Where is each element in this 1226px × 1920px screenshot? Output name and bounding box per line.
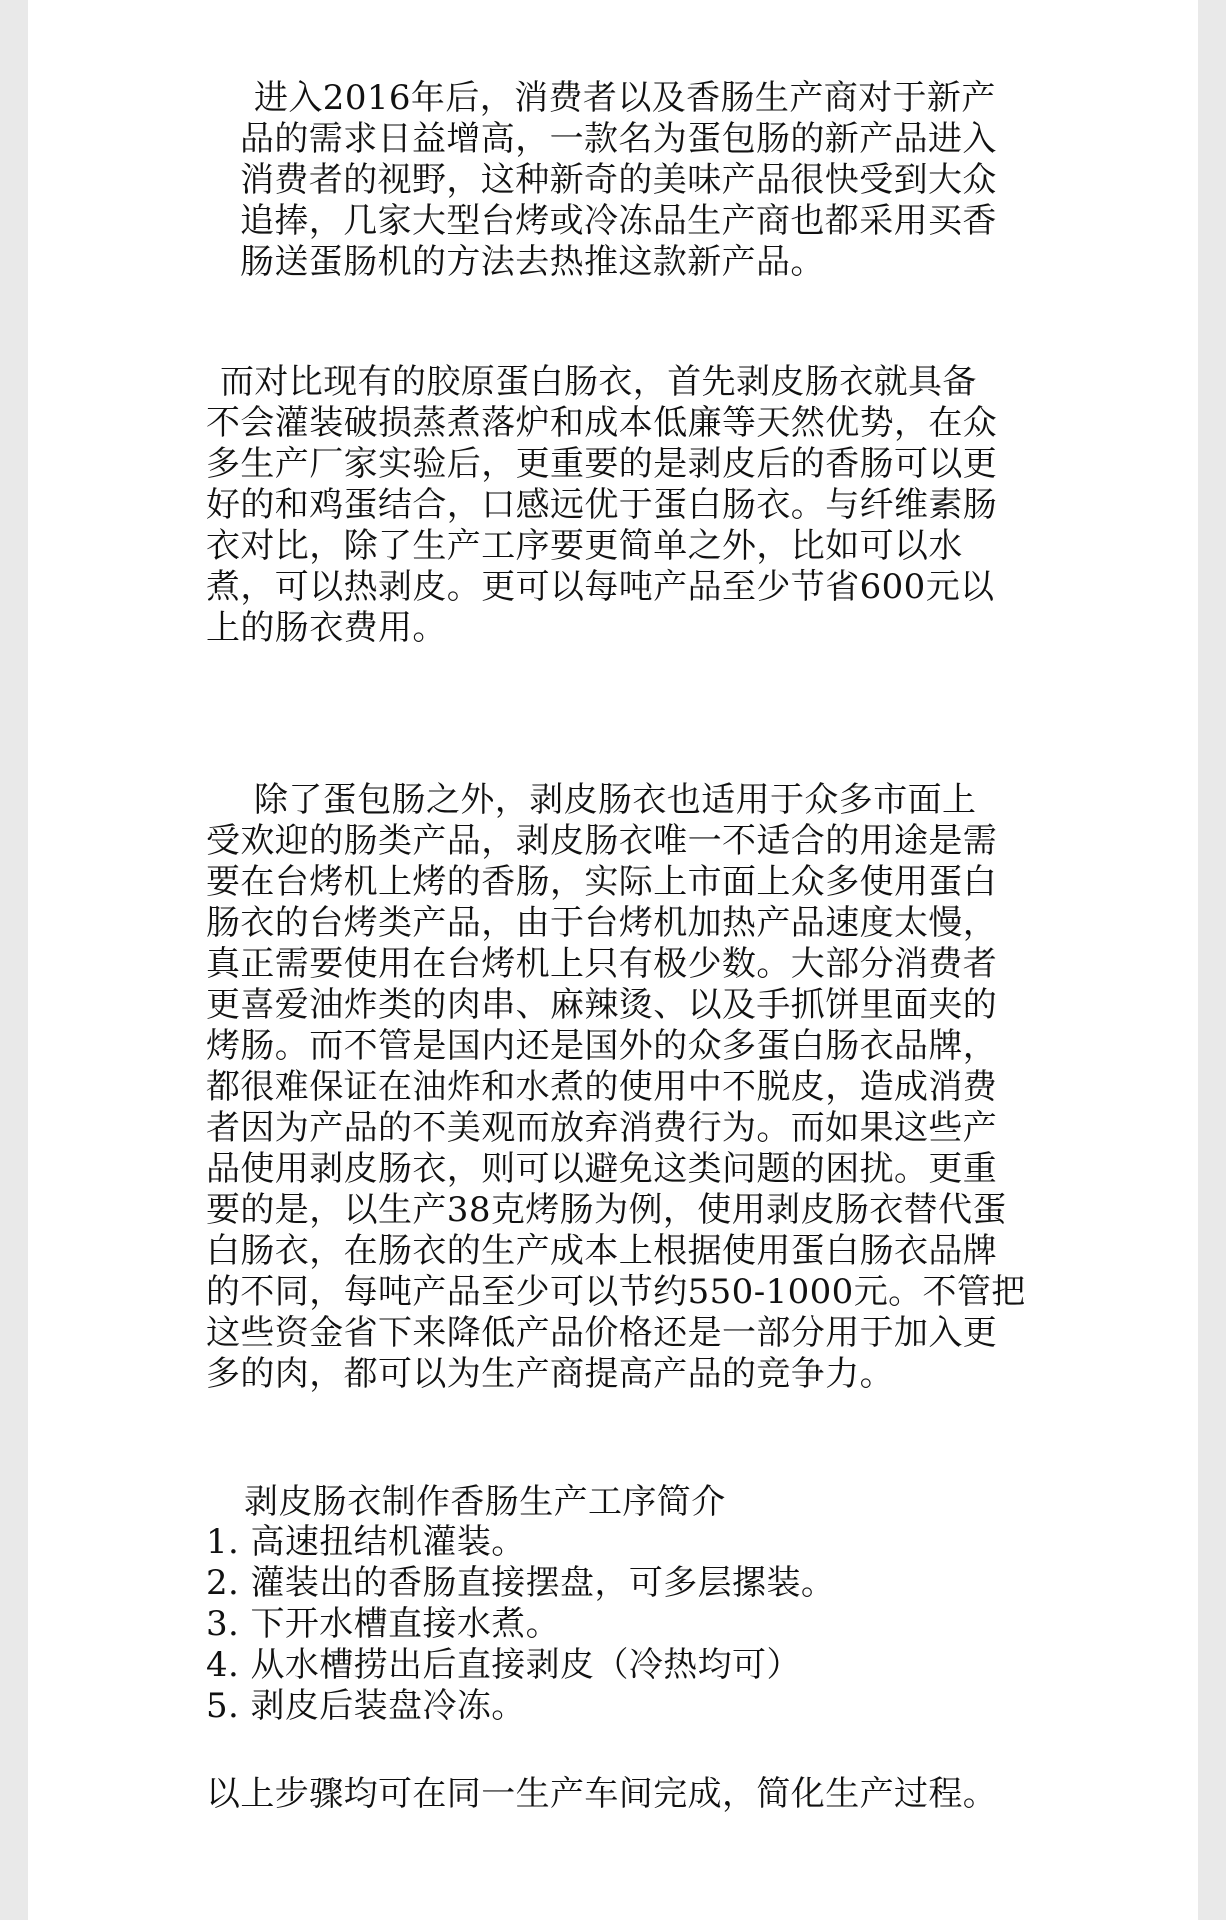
text-line: 要的是，以生产38克烤肠为例，使用剥皮肠衣替代蛋: [206, 1190, 1007, 1230]
step-item: 3. 下开水槽直接水煮。: [206, 1604, 561, 1644]
text-line: 品的需求日益增高，一款名为蛋包肠的新产品进入: [240, 119, 997, 159]
text-line: 受欢迎的肠类产品，剥皮肠衣唯一不适合的用途是需: [206, 821, 998, 861]
text-line: 不会灌装破损蒸煮落炉和成本低廉等天然优势，在众: [206, 403, 998, 443]
text-line: 的不同，每吨产品至少可以节约550-1000元。不管把: [206, 1272, 1026, 1312]
text-line: 者因为产品的不美观而放弃消费行为。而如果这些产: [206, 1108, 998, 1148]
summary-paragraph: 以上步骤均可在同一生产车间完成，简化生产过程。: [206, 1774, 998, 1814]
step-item: 2. 灌装出的香肠直接摆盘，可多层摞装。: [206, 1563, 836, 1603]
text-line: 多生产厂家实验后，更重要的是剥皮后的香肠可以更: [206, 444, 998, 484]
text-line: 进入2016年后，消费者以及香肠生产商对于新产: [254, 78, 996, 118]
production-steps-list: [206, 1522, 1056, 1727]
text-line: 肠送蛋肠机的方法去热推这款新产品。: [240, 242, 825, 282]
text-line: 追捧，几家大型台烤或冷冻品生产商也都采用买香: [240, 201, 997, 241]
text-line: 都很难保证在油炸和水煮的使用中不脱皮，造成消费: [206, 1067, 998, 1107]
text-line: 白肠衣，在肠衣的生产成本上根据使用蛋白肠衣品牌: [206, 1231, 998, 1271]
step-item: 4. 从水槽捞出后直接剥皮（冷热均可）: [206, 1645, 801, 1685]
text-line: 更喜爱油炸类的肉串、麻辣烫、以及手抓饼里面夹的: [206, 985, 998, 1025]
text-line: 要在台烤机上烤的香肠，实际上市面上众多使用蛋白: [206, 862, 998, 902]
paragraph-egg-sausage-intro: [240, 78, 1060, 283]
text-line: 肠衣的台烤类产品，由于台烤机加热产品速度太慢，: [206, 903, 998, 943]
step-item: 1. 高速扭结机灌装。: [206, 1522, 526, 1562]
text-line: 煮，可以热剥皮。更可以每吨产品至少节省600元以: [206, 567, 995, 607]
text-line: 多的肉，都可以为生产商提高产品的竞争力。: [206, 1354, 894, 1394]
step-item: 5. 剥皮后装盘冷冻。: [206, 1686, 526, 1726]
text-line: 这些资金省下来降低产品价格还是一部分用于加入更: [206, 1313, 998, 1353]
text-line: 衣对比，除了生产工序要更简单之外，比如可以水: [206, 526, 963, 566]
document-page: [28, 0, 1198, 1920]
text-line: 除了蛋包肠之外，剥皮肠衣也适用于众多市面上: [254, 780, 977, 820]
paragraph-casing-comparison: [206, 362, 1056, 649]
text-line: 上的肠衣费用。: [206, 608, 447, 648]
text-line: 消费者的视野，这种新奇的美味产品很快受到大众: [240, 160, 997, 200]
text-line: 而对比现有的胶原蛋白肠衣，首先剥皮肠衣就具备: [220, 362, 977, 402]
text-line: 真正需要使用在台烤机上只有极少数。大部分消费者: [206, 944, 998, 984]
paragraph-applications-and-savings: [206, 780, 1056, 1395]
text-line: 烤肠。而不管是国内还是国外的众多蛋白肠衣品牌，: [206, 1026, 998, 1066]
text-line: 好的和鸡蛋结合，口感远优于蛋白肠衣。与纤维素肠: [206, 485, 998, 525]
text-line: 品使用剥皮肠衣，则可以避免这类问题的困扰。更重: [206, 1149, 998, 1189]
production-steps-title: 剥皮肠衣制作香肠生产工序简介: [244, 1482, 726, 1522]
